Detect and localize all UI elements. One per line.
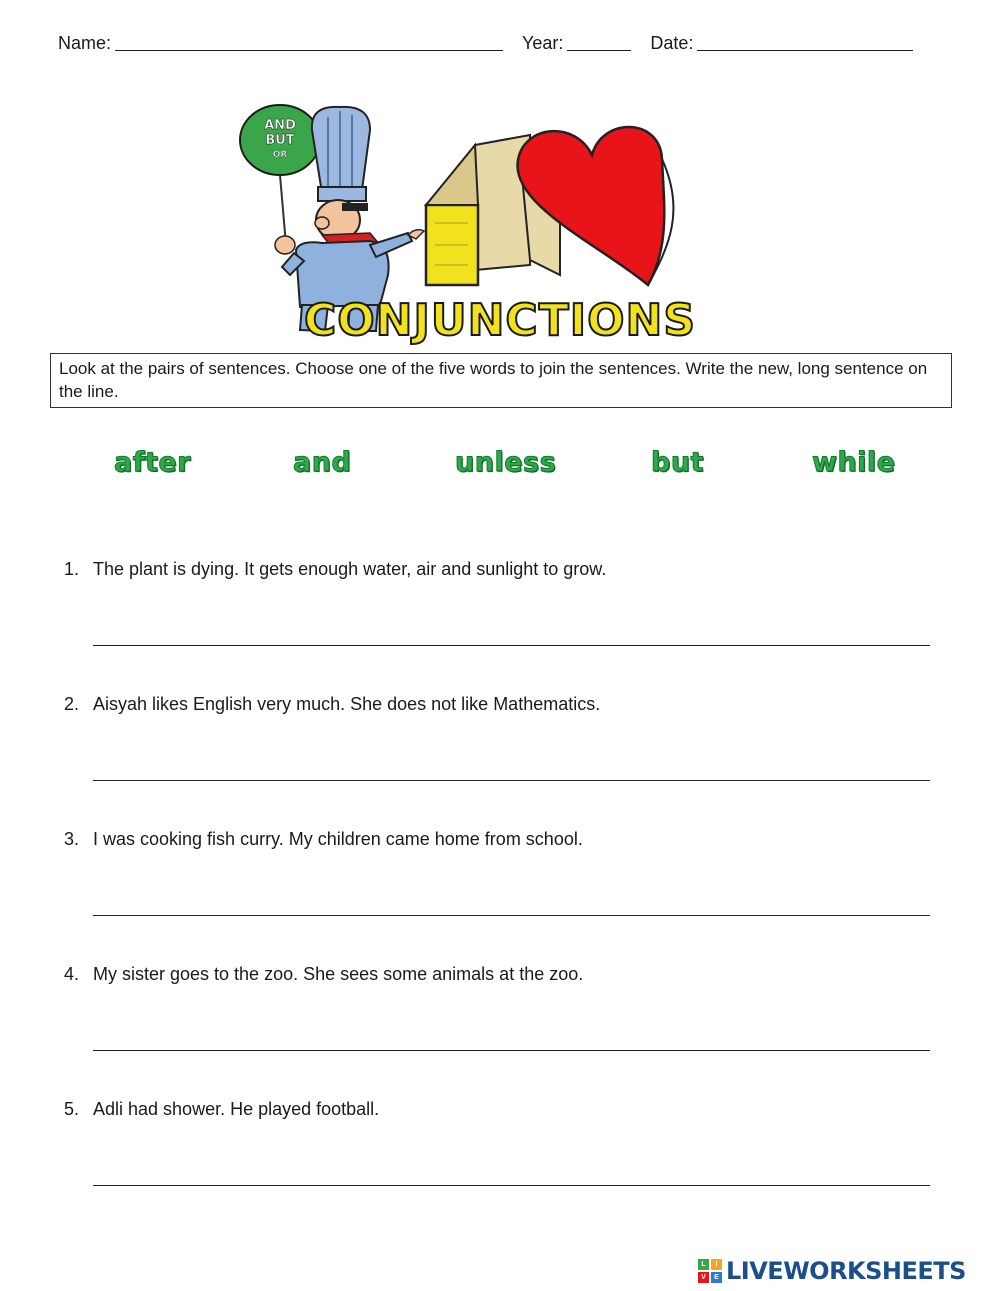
name-blank[interactable] (115, 34, 503, 51)
balloon-word-1: AND (264, 118, 296, 133)
date-blank[interactable] (697, 34, 913, 51)
word-bank-item-and: and (293, 447, 352, 478)
year-blank[interactable] (567, 34, 631, 51)
question-number: 3. (64, 829, 80, 849)
question-number: 2. (64, 694, 80, 714)
question-text: Aisyah likes English very much. She does not like Mathematics. (93, 694, 601, 714)
question-number: 1. (64, 559, 80, 579)
liveworksheets-logo (698, 1256, 966, 1286)
year-field[interactable] (522, 33, 631, 54)
question-text: The plant is dying. It gets enough water, air and sunlight to grow. (93, 559, 607, 579)
brand-name: LIVEWORKSHEETS (726, 1257, 966, 1285)
i-love-conjunctions-illustration (230, 95, 770, 345)
word-bank-item-after: after (114, 447, 192, 478)
word-bank (0, 447, 1000, 491)
name-field[interactable] (58, 33, 503, 54)
word-bank-item-but: but (651, 447, 704, 478)
student-info-header (58, 33, 938, 54)
balloon-stick (280, 175, 286, 245)
question-text: Adli had shower. He played football. (93, 1099, 380, 1119)
date-field[interactable] (650, 33, 913, 54)
heart-icon (518, 127, 674, 285)
year-label: Year: (522, 33, 564, 53)
question-text: My sister goes to the zoo. She sees some animals at the zoo. (93, 964, 584, 984)
date-label: Date: (650, 33, 694, 53)
word-bank-item-unless: unless (455, 447, 557, 478)
answer-line-1[interactable] (93, 627, 930, 646)
question-2 (64, 694, 944, 715)
question-1 (64, 559, 944, 580)
answer-line-5[interactable] (93, 1167, 930, 1186)
question-5 (64, 1099, 944, 1120)
conjunctions-title: CONJUNCTIONS (303, 295, 697, 345)
logo-blocks-icon: L I V E (698, 1259, 722, 1283)
name-label: Name: (58, 33, 112, 53)
balloon-word-3: OR (272, 150, 288, 160)
word-bank-item-while: while (812, 447, 896, 478)
question-number: 5. (64, 1099, 80, 1119)
question-number: 4. (64, 964, 80, 984)
instructions-box: Look at the pairs of sentences. Choose one of the five words to join the sentences. Write the new, long sentence on the line. (50, 353, 952, 408)
question-text: I was cooking fish curry. My children came home from school. (93, 829, 583, 849)
question-3 (64, 829, 944, 850)
answer-line-3[interactable] (93, 897, 930, 916)
answer-line-2[interactable] (93, 762, 930, 781)
letter-i-icon (426, 135, 530, 285)
question-4 (64, 964, 944, 985)
balloon-word-2: BUT (265, 133, 295, 148)
answer-line-4[interactable] (93, 1032, 930, 1051)
